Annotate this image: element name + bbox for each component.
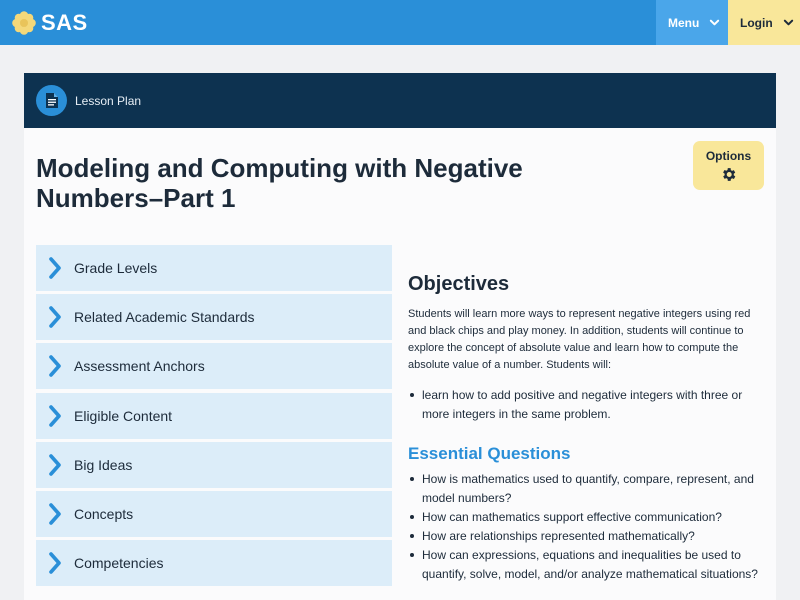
page-title: Modeling and Computing with Negative Numbers–Part 1 [36, 153, 523, 213]
chevron-down-icon [709, 17, 720, 28]
lesson-type-header [24, 73, 776, 128]
accordion-label: Concepts [74, 505, 134, 522]
chevron-right-icon [36, 245, 74, 291]
document-icon [36, 85, 67, 116]
accordion-label: Eligible Content [74, 407, 173, 424]
lesson-details-accordion [36, 245, 392, 589]
accordion-label: Grade Levels [74, 260, 158, 276]
lesson-card [24, 73, 776, 600]
accordion-item-grade-levels[interactable] [36, 245, 392, 291]
menu-button[interactable] [656, 0, 728, 45]
lesson-type-label: Lesson Plan [75, 93, 142, 108]
chevron-right-icon [36, 540, 74, 586]
objectives-text: Students will learn more ways to represent negative integers using red and black chips and play money. In addition, students will continue to explore the concept of absolute value and learn how to compute the absolute value of a number. Students will: [408, 308, 751, 371]
list-item: How can mathematics support effective communication? [408, 508, 768, 527]
list-item: How can expressions, equations and inequalities be used to quantify, solve, model, and/or analyze mathematical situations? [408, 546, 768, 584]
accordion-label: Related Academic Standards [74, 309, 255, 326]
login-label: Login [740, 15, 773, 30]
top-navigation-bar [0, 0, 800, 45]
lesson-content [408, 273, 768, 584]
menu-label: Menu [668, 15, 700, 30]
list-item: learn how to add positive and negative integers with three or more integers in the same problem. [408, 386, 768, 424]
accordion-item-assessment-anchors[interactable] [36, 343, 392, 389]
login-button[interactable] [728, 0, 800, 45]
chevron-right-icon [36, 294, 74, 340]
gear-icon [720, 166, 737, 183]
objectives-list [408, 386, 768, 424]
chevron-right-icon [36, 343, 74, 389]
logo-text: SAS [41, 10, 88, 35]
list-item: How are relationships represented mathematically? [408, 527, 768, 546]
accordion-label: Assessment Anchors [74, 358, 205, 375]
accordion-item-concepts[interactable] [36, 491, 392, 537]
flower-logo-icon [11, 10, 37, 36]
accordion-label: Big Ideas [74, 456, 133, 473]
accordion-item-big-ideas[interactable] [36, 442, 392, 488]
chevron-down-icon [783, 17, 794, 28]
sas-logo[interactable] [11, 9, 88, 37]
chevron-right-icon [36, 491, 74, 537]
accordion-label: Competencies [74, 555, 164, 572]
accordion-item-competencies[interactable] [36, 540, 392, 586]
options-label: Options [705, 149, 752, 163]
chevron-right-icon [36, 442, 74, 488]
chevron-right-icon [36, 393, 74, 439]
essential-questions-heading: Essential Questions [408, 444, 571, 463]
objectives-heading: Objectives [408, 273, 510, 295]
essential-questions-list [408, 470, 768, 584]
accordion-item-related-academic-standards[interactable] [36, 294, 392, 340]
list-item: How is mathematics used to quantify, compare, represent, and model numbers? [408, 470, 768, 508]
options-button[interactable] [693, 141, 764, 190]
accordion-item-eligible-content[interactable] [36, 393, 392, 439]
